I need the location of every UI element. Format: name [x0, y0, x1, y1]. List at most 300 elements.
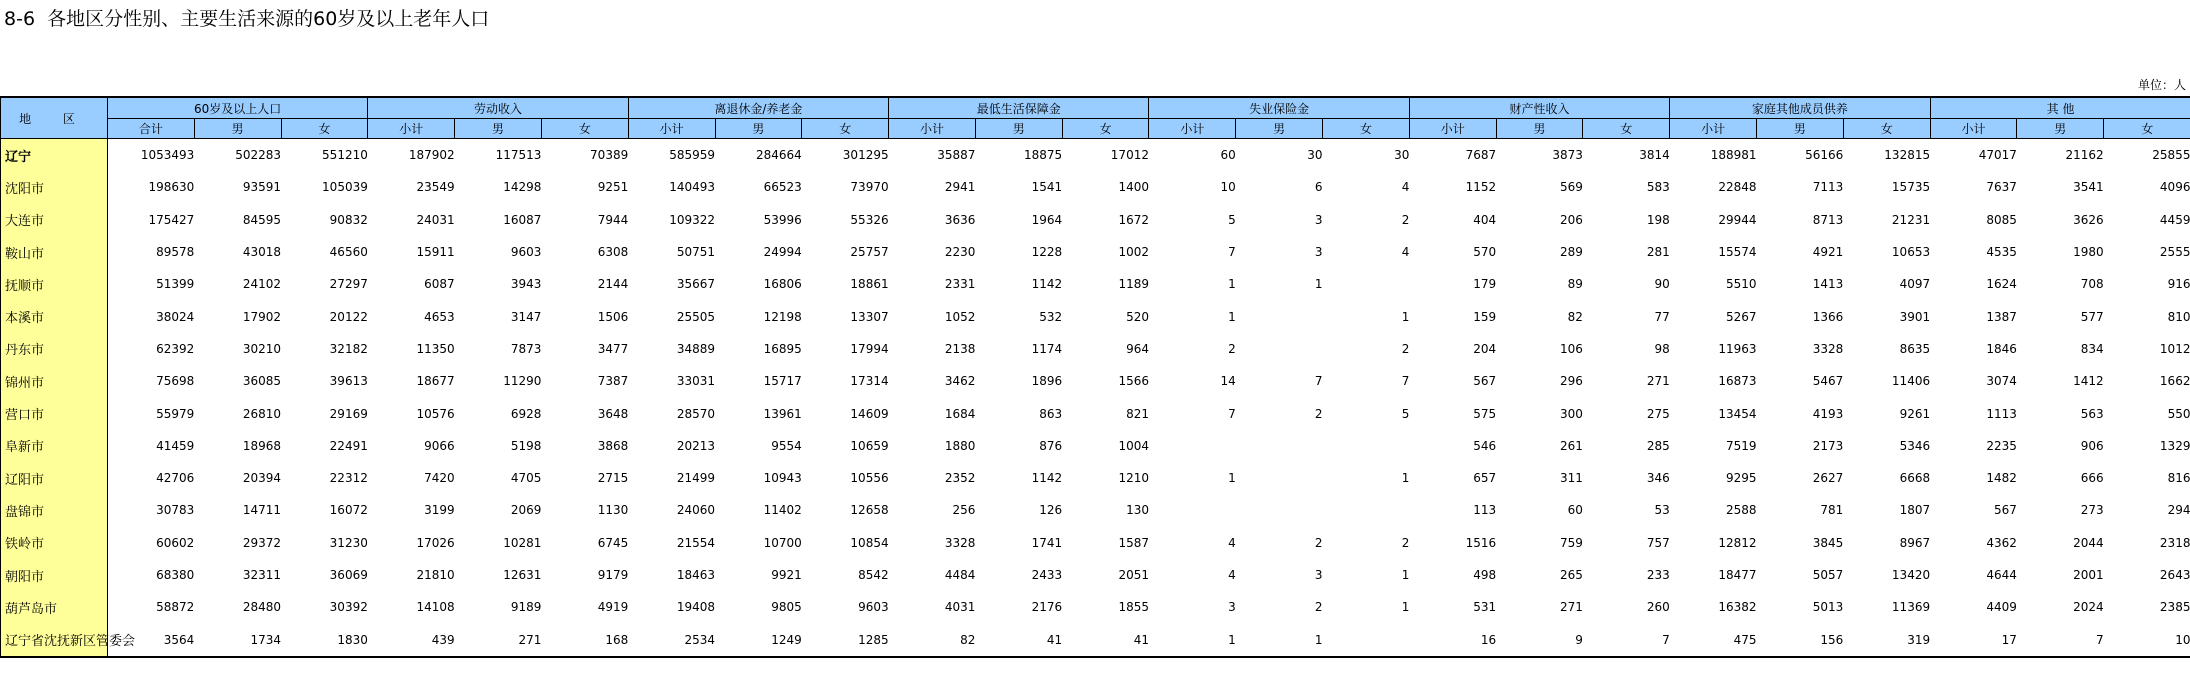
value-cell: 567 — [1993, 503, 2017, 518]
value-cell: 1400 — [1118, 180, 1149, 195]
value-cell: 187902 — [408, 148, 455, 163]
value-cell: 5 — [1228, 212, 1236, 227]
value-cell: 29372 — [242, 535, 282, 550]
value-cell: 175427 — [148, 212, 195, 227]
value-cell: 271 — [1646, 374, 1670, 389]
value-cell: 1624 — [1986, 277, 2017, 292]
value-cell: 275 — [1646, 406, 1670, 421]
table-row — [1, 559, 2190, 591]
region-cell: 大连市 — [1, 204, 108, 236]
value-cell: 18477 — [1718, 568, 1757, 582]
value-cell: 7637 — [1986, 180, 2017, 195]
value-cell: 1002 — [1118, 245, 1149, 260]
value-cell: 3814 — [1639, 148, 1670, 163]
value-cell: 1 — [1228, 277, 1236, 292]
value-cell: 3074 — [1986, 374, 2017, 389]
value-cell: 4535 — [1986, 245, 2017, 260]
value-cell: 126 — [1039, 503, 1063, 518]
value-cell: 757 — [1646, 535, 1670, 550]
value-cell: 759 — [1560, 535, 1583, 550]
value-cell: 10659 — [850, 438, 889, 453]
value-cell: 5467 — [1812, 374, 1844, 389]
value-cell: 1896 — [1031, 374, 1063, 389]
value-cell: 38024 — [156, 309, 195, 324]
table-row — [1, 397, 2190, 429]
table-body — [1, 139, 2190, 657]
value-cell: 1662 — [2159, 374, 2190, 389]
value-cell: 5510 — [1725, 277, 1757, 292]
value-cell: 531 — [1473, 600, 1497, 615]
table-row — [1, 591, 2190, 623]
value-cell: 5013 — [1812, 600, 1844, 615]
value-cell: 16873 — [1718, 374, 1757, 389]
value-cell: 15574 — [1718, 245, 1757, 260]
value-cell: 1413 — [1812, 277, 1844, 292]
value-cell: 7944 — [597, 212, 629, 227]
value-cell: 93591 — [242, 180, 282, 195]
value-cell: 10556 — [850, 471, 889, 486]
value-cell: 11406 — [1891, 374, 1931, 389]
value-cell: 2715 — [597, 471, 629, 486]
value-cell: 13420 — [1891, 568, 1931, 582]
value-cell: 1412 — [2073, 374, 2104, 389]
value-cell: 68380 — [156, 568, 195, 582]
value-cell: 1880 — [944, 438, 976, 453]
value-cell: 475 — [1670, 623, 1757, 656]
value-cell: 198 — [1646, 212, 1670, 227]
value-cell: 781 — [1820, 503, 1844, 518]
value-cell: 60 — [1220, 148, 1236, 163]
sub-header: 小计 — [1930, 119, 2017, 139]
value-cell: 132815 — [1884, 148, 1931, 163]
value-cell: 17026 — [416, 535, 455, 550]
value-cell: 204 — [1473, 341, 1497, 356]
value-cell: 1506 — [597, 309, 629, 324]
value-cell: 9603 — [510, 245, 542, 260]
value-cell: 4409 — [1986, 600, 2017, 615]
value-cell: 3901 — [1899, 309, 1931, 324]
value-cell: 1 — [1401, 309, 1410, 324]
region-cell: 营口市 — [1, 397, 108, 429]
table-row — [1, 494, 2190, 526]
value-cell: 60602 — [156, 535, 195, 550]
value-cell: 7519 — [1725, 438, 1757, 453]
sub-header: 男 — [715, 119, 802, 139]
value-cell: 156 — [1757, 623, 1844, 656]
value-cell: 60 — [1567, 503, 1583, 518]
value-cell: 50751 — [676, 245, 716, 260]
sub-header: 女 — [1323, 119, 1410, 139]
group-header: 最低生活保障金 — [889, 97, 1149, 119]
sub-header: 女 — [2104, 119, 2190, 139]
value-cell: 16895 — [763, 341, 802, 356]
value-cell: 130 — [1126, 503, 1149, 518]
value-cell: 2 — [1314, 406, 1323, 421]
value-cell: 2144 — [597, 277, 629, 292]
header-row-sub — [1, 119, 2190, 139]
value-cell: 18463 — [676, 568, 716, 582]
value-cell: 8635 — [1899, 341, 1931, 356]
value-cell: 10281 — [503, 535, 542, 550]
value-cell: 55979 — [156, 406, 195, 421]
value-cell: 1846 — [1986, 341, 2017, 356]
region-cell: 辽宁 — [1, 139, 108, 172]
value-cell: 2 — [1401, 535, 1410, 550]
value-cell: 810 — [2167, 309, 2190, 324]
region-cell: 抚顺市 — [1, 268, 108, 300]
value-cell: 90832 — [329, 212, 368, 227]
value-cell: 300 — [1560, 406, 1583, 421]
value-cell: 10653 — [1891, 245, 1931, 260]
value-cell — [1149, 430, 1236, 462]
value-cell: 4705 — [510, 471, 542, 486]
value-cell: 6928 — [510, 406, 542, 421]
value-cell: 20394 — [242, 471, 282, 486]
value-cell: 24060 — [676, 503, 716, 518]
value-cell: 179 — [1473, 277, 1497, 292]
value-cell: 7687 — [1465, 148, 1497, 163]
value-cell: 1228 — [1031, 245, 1063, 260]
value-cell: 281 — [1646, 245, 1670, 260]
value-cell: 294 — [2167, 503, 2190, 518]
value-cell: 2331 — [944, 277, 976, 292]
table-row — [1, 333, 2190, 365]
value-cell: 106 — [1560, 341, 1583, 356]
value-cell: 2941 — [944, 180, 976, 195]
value-cell: 30 — [1394, 148, 1410, 163]
value-cell: 1012 — [2159, 341, 2190, 356]
region-header: 地 区 — [1, 97, 108, 139]
value-cell: 28570 — [676, 406, 716, 421]
value-cell: 5267 — [1725, 309, 1757, 324]
value-cell: 876 — [1039, 438, 1063, 453]
value-cell: 10854 — [850, 535, 889, 550]
sub-header: 女 — [802, 119, 889, 139]
value-cell: 8542 — [858, 568, 889, 582]
value-cell: 9251 — [597, 180, 629, 195]
sub-header: 女 — [1062, 119, 1149, 139]
value-cell: 3328 — [944, 535, 976, 550]
value-cell: 53 — [1654, 503, 1670, 518]
value-cell: 2 — [1314, 535, 1323, 550]
value-cell: 1 — [1401, 568, 1410, 582]
value-cell: 1734 — [194, 623, 281, 656]
region-cell: 铁岭市 — [1, 527, 108, 559]
value-cell: 16072 — [329, 503, 368, 518]
value-cell: 1210 — [1118, 471, 1149, 486]
group-header: 60岁及以上人口 — [108, 97, 368, 119]
sub-header: 女 — [541, 119, 628, 139]
value-cell: 14298 — [503, 180, 542, 195]
value-cell: 2024 — [2073, 600, 2104, 615]
value-cell: 56166 — [1805, 148, 1844, 163]
value-cell: 1516 — [1465, 535, 1497, 550]
value-cell: 439 — [368, 623, 455, 656]
value-cell: 532 — [1039, 309, 1063, 324]
value-cell: 1541 — [1031, 180, 1063, 195]
value-cell: 3943 — [510, 277, 542, 292]
value-cell: 1855 — [1118, 600, 1149, 615]
value-cell: 35667 — [676, 277, 716, 292]
value-cell: 546 — [1473, 438, 1497, 453]
value-cell: 98 — [1654, 341, 1670, 356]
value-cell: 32311 — [242, 568, 282, 582]
value-cell: 29944 — [1718, 212, 1757, 227]
value-cell: 863 — [1039, 406, 1063, 421]
header-row-groups — [1, 97, 2190, 119]
region-cell: 丹东市 — [1, 333, 108, 365]
value-cell: 30783 — [156, 503, 195, 518]
value-cell: 22848 — [1718, 180, 1757, 195]
value-cell: 284664 — [755, 148, 802, 163]
region-cell: 沈阳市 — [1, 171, 108, 203]
value-cell: 10576 — [416, 406, 455, 421]
value-cell: 15911 — [416, 245, 455, 260]
value-cell: 834 — [2080, 341, 2104, 356]
value-cell: 1 — [1149, 623, 1236, 656]
value-cell: 30392 — [329, 600, 368, 615]
value-cell: 12631 — [503, 568, 542, 582]
value-cell: 2069 — [510, 503, 542, 518]
value-cell: 2555 — [2159, 245, 2190, 260]
value-cell: 666 — [2080, 471, 2104, 486]
value-cell: 84595 — [242, 212, 282, 227]
value-cell: 9 — [1496, 623, 1583, 656]
value-cell: 22491 — [329, 438, 368, 453]
value-cell: 4362 — [1986, 535, 2017, 550]
value-cell: 27297 — [329, 277, 368, 292]
value-cell: 1130 — [597, 503, 629, 518]
value-cell: 2 — [1401, 212, 1410, 227]
value-cell: 1249 — [715, 623, 802, 656]
value-cell: 17902 — [242, 309, 282, 324]
sub-header: 小计 — [1149, 119, 1236, 139]
value-cell: 273 — [2080, 503, 2104, 518]
value-cell: 289 — [1560, 245, 1583, 260]
value-cell: 10943 — [763, 471, 802, 486]
table-row — [1, 236, 2190, 268]
value-cell: 10 — [2104, 623, 2190, 656]
value-cell: 12658 — [850, 503, 889, 518]
value-cell: 168 — [541, 623, 628, 656]
value-cell: 4644 — [1986, 568, 2017, 582]
value-cell: 567 — [1473, 374, 1497, 389]
value-cell: 1587 — [1118, 535, 1149, 550]
value-cell: 1 — [1401, 471, 1410, 486]
value-cell: 16087 — [503, 212, 542, 227]
value-cell: 1830 — [281, 623, 368, 656]
value-cell: 285 — [1646, 438, 1670, 453]
value-cell: 24031 — [416, 212, 455, 227]
value-cell: 3462 — [944, 374, 976, 389]
value-cell: 36085 — [242, 374, 282, 389]
value-cell: 1189 — [1118, 277, 1149, 292]
region-cell: 葫芦岛市 — [1, 591, 108, 623]
sub-header: 男 — [1236, 119, 1323, 139]
value-cell: 4031 — [944, 600, 976, 615]
value-cell: 9603 — [858, 600, 889, 615]
value-cell: 708 — [2080, 277, 2104, 292]
value-cell: 4 — [1228, 535, 1236, 550]
value-cell: 36069 — [329, 568, 368, 582]
value-cell — [1323, 623, 1410, 656]
value-cell: 2044 — [2073, 535, 2104, 550]
value-cell: 4 — [1401, 180, 1410, 195]
value-cell: 13961 — [763, 406, 802, 421]
value-cell — [1236, 494, 1323, 526]
value-cell: 15735 — [1891, 180, 1931, 195]
value-cell: 4653 — [424, 309, 455, 324]
table-row — [1, 365, 2190, 397]
value-cell: 7873 — [510, 341, 542, 356]
value-cell: 7387 — [597, 374, 629, 389]
value-cell: 206 — [1560, 212, 1583, 227]
value-cell: 346 — [1646, 471, 1670, 486]
value-cell: 311 — [1560, 471, 1583, 486]
sub-header: 小计 — [628, 119, 715, 139]
value-cell: 18677 — [416, 374, 455, 389]
value-cell: 2 — [1314, 600, 1323, 615]
value-cell: 2051 — [1118, 568, 1149, 582]
value-cell: 25855 — [2152, 148, 2190, 163]
value-cell — [1236, 333, 1323, 365]
value-cell: 23549 — [416, 180, 455, 195]
value-cell: 4096 — [2159, 180, 2190, 195]
value-cell: 12812 — [1718, 535, 1757, 550]
value-cell: 9066 — [424, 438, 455, 453]
value-cell: 5346 — [1899, 438, 1931, 453]
value-cell: 3564 — [108, 623, 195, 656]
value-cell: 2176 — [1031, 600, 1063, 615]
value-cell: 28480 — [242, 600, 282, 615]
table-row — [1, 527, 2190, 559]
sub-header: 男 — [455, 119, 542, 139]
value-cell: 1684 — [944, 406, 976, 421]
value-cell: 73970 — [850, 180, 889, 195]
value-cell: 3648 — [597, 406, 629, 421]
value-cell: 502283 — [235, 148, 282, 163]
value-cell: 77 — [1654, 309, 1670, 324]
value-cell — [1323, 430, 1410, 462]
table-row — [1, 139, 2190, 172]
value-cell: 260 — [1646, 600, 1670, 615]
value-cell: 563 — [2080, 406, 2104, 421]
value-cell: 6745 — [597, 535, 629, 550]
value-cell: 319 — [1843, 623, 1930, 656]
sub-header: 男 — [194, 119, 281, 139]
value-cell: 583 — [1646, 180, 1670, 195]
value-cell: 2230 — [944, 245, 976, 260]
value-cell: 32182 — [329, 341, 368, 356]
value-cell: 17994 — [850, 341, 889, 356]
value-cell: 14609 — [850, 406, 889, 421]
value-cell: 17012 — [1110, 148, 1149, 163]
value-cell: 1 — [1228, 471, 1236, 486]
value-cell: 1741 — [1031, 535, 1063, 550]
value-cell: 109322 — [669, 212, 716, 227]
value-cell: 1 — [1236, 623, 1323, 656]
value-cell: 301295 — [842, 148, 889, 163]
value-cell: 577 — [2080, 309, 2104, 324]
value-cell: 816 — [2167, 471, 2190, 486]
region-cell: 阜新市 — [1, 430, 108, 462]
value-cell: 53996 — [763, 212, 802, 227]
value-cell: 47017 — [1978, 148, 2017, 163]
value-cell: 256 — [952, 503, 976, 518]
sub-header: 小计 — [368, 119, 455, 139]
value-cell: 2534 — [628, 623, 715, 656]
value-cell: 14711 — [242, 503, 282, 518]
value-cell: 4193 — [1812, 406, 1844, 421]
region-cell: 盘锦市 — [1, 494, 108, 526]
sub-header: 小计 — [1409, 119, 1496, 139]
value-cell: 7113 — [1812, 180, 1844, 195]
value-cell: 21162 — [2065, 148, 2104, 163]
value-cell: 41 — [1062, 623, 1149, 656]
value-cell: 66523 — [763, 180, 802, 195]
value-cell: 188981 — [1710, 148, 1757, 163]
value-cell: 16806 — [763, 277, 802, 292]
value-cell: 233 — [1646, 568, 1670, 582]
value-cell: 1174 — [1031, 341, 1063, 356]
value-cell: 8967 — [1899, 535, 1931, 550]
sub-header: 女 — [281, 119, 368, 139]
value-cell: 90 — [1654, 277, 1670, 292]
value-cell: 39613 — [329, 374, 368, 389]
value-cell: 3626 — [2073, 212, 2104, 227]
value-cell: 8085 — [1986, 212, 2017, 227]
value-cell: 21499 — [676, 471, 716, 486]
value-cell: 24102 — [242, 277, 282, 292]
value-cell: 42706 — [156, 471, 195, 486]
sub-header: 小计 — [1670, 119, 1757, 139]
value-cell: 2627 — [1812, 471, 1844, 486]
value-cell: 9261 — [1899, 406, 1931, 421]
group-header: 家庭其他成员供养 — [1670, 97, 1930, 119]
value-cell: 11350 — [416, 341, 455, 356]
value-cell: 1329 — [2159, 438, 2190, 453]
value-cell: 569 — [1560, 180, 1583, 195]
value-cell: 30 — [1307, 148, 1323, 163]
value-cell: 9921 — [771, 568, 802, 582]
value-cell: 3 — [1314, 568, 1323, 582]
value-cell: 3147 — [510, 309, 542, 324]
sub-header: 男 — [975, 119, 1062, 139]
value-cell: 16 — [1409, 623, 1496, 656]
value-cell: 3 — [1228, 600, 1236, 615]
value-cell: 117513 — [495, 148, 542, 163]
value-cell: 2173 — [1812, 438, 1844, 453]
value-cell: 4484 — [944, 568, 976, 582]
value-cell: 2643 — [2159, 568, 2190, 582]
page-title: 8-6 各地区分性别、主要生活来源的60岁及以上老年人口 — [4, 8, 490, 30]
value-cell: 2 — [1228, 341, 1236, 356]
value-cell — [1236, 430, 1323, 462]
value-cell: 1387 — [1986, 309, 2017, 324]
value-cell: 1672 — [1118, 212, 1149, 227]
group-header: 失业保险金 — [1149, 97, 1409, 119]
region-cell: 辽阳市 — [1, 462, 108, 494]
value-cell: 2385 — [2159, 600, 2190, 615]
value-cell: 1113 — [1986, 406, 2017, 421]
value-cell: 2588 — [1725, 503, 1757, 518]
region-cell: 锦州市 — [1, 365, 108, 397]
value-cell: 33031 — [676, 374, 716, 389]
value-cell: 3 — [1314, 245, 1323, 260]
value-cell: 1366 — [1812, 309, 1844, 324]
value-cell: 1152 — [1465, 180, 1497, 195]
value-cell: 8713 — [1812, 212, 1844, 227]
